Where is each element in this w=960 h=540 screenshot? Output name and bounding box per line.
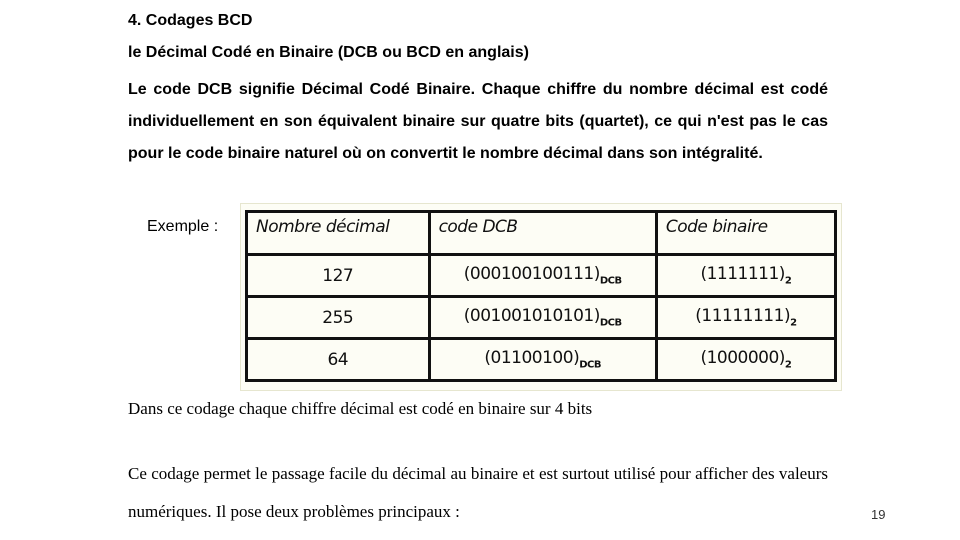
table-row <box>247 297 836 339</box>
header-decimal: Nombre décimal <box>247 212 430 255</box>
dcb-value: (000100100111) <box>463 264 600 285</box>
example-table-image <box>240 203 842 391</box>
section-subheading: le Décimal Codé en Binaire (DCB ou BCD en anglais) <box>128 44 529 61</box>
cell-binary <box>656 339 835 381</box>
cell-binary <box>656 297 835 339</box>
usage-paragraph: Ce codage permet le passage facile du décimal au binaire et est surtout utilisé pour afficher des valeurs numériques. Il pose deux problèmes principaux : <box>128 464 828 521</box>
binary-subscript: 2 <box>784 359 792 371</box>
table-row <box>247 255 836 297</box>
binary-subscript: 2 <box>790 317 797 329</box>
explanation-sentence: Dans ce codage chaque chiffre décimal est codé en binaire sur 4 bits <box>128 399 593 418</box>
header-binary: Code binaire <box>656 212 835 255</box>
cell-dcb <box>429 255 656 297</box>
binary-subscript: 2 <box>784 275 792 287</box>
cell-binary <box>656 255 835 297</box>
dcb-value: (001001010101) <box>463 306 600 327</box>
dcb-subscript: DCB <box>579 359 601 371</box>
cell-dcb <box>429 297 656 339</box>
cell-decimal: 127 <box>247 255 430 297</box>
cell-decimal: 255 <box>247 297 430 339</box>
dcb-value: (01100100) <box>484 348 580 369</box>
example-label: Exemple : <box>147 218 219 235</box>
cell-dcb <box>429 339 656 381</box>
dcb-subscript: DCB <box>599 317 622 329</box>
bcd-table <box>245 210 837 382</box>
dcb-subscript: DCB <box>599 275 622 287</box>
cell-decimal: 64 <box>247 339 430 381</box>
binary-value: (1000000) <box>700 348 785 369</box>
definition-paragraph: Le code DCB signifie Décimal Codé Binaire. Chaque chiffre du nombre décimal est codé individuellement en son équivalent binaire sur quatre bits (quartet), ce qui n'est pas le cas pour le code binaire naturel où on convertit le nombre décimal dans son intégralité. <box>128 81 828 162</box>
section-heading: 4. Codages BCD <box>128 12 253 29</box>
header-dcb: code DCB <box>429 212 656 255</box>
table-row <box>247 339 836 381</box>
page-number: 19 <box>871 507 886 522</box>
table-header-row <box>247 212 836 255</box>
binary-value: (11111111) <box>695 306 791 327</box>
binary-value: (1111111) <box>700 264 785 285</box>
